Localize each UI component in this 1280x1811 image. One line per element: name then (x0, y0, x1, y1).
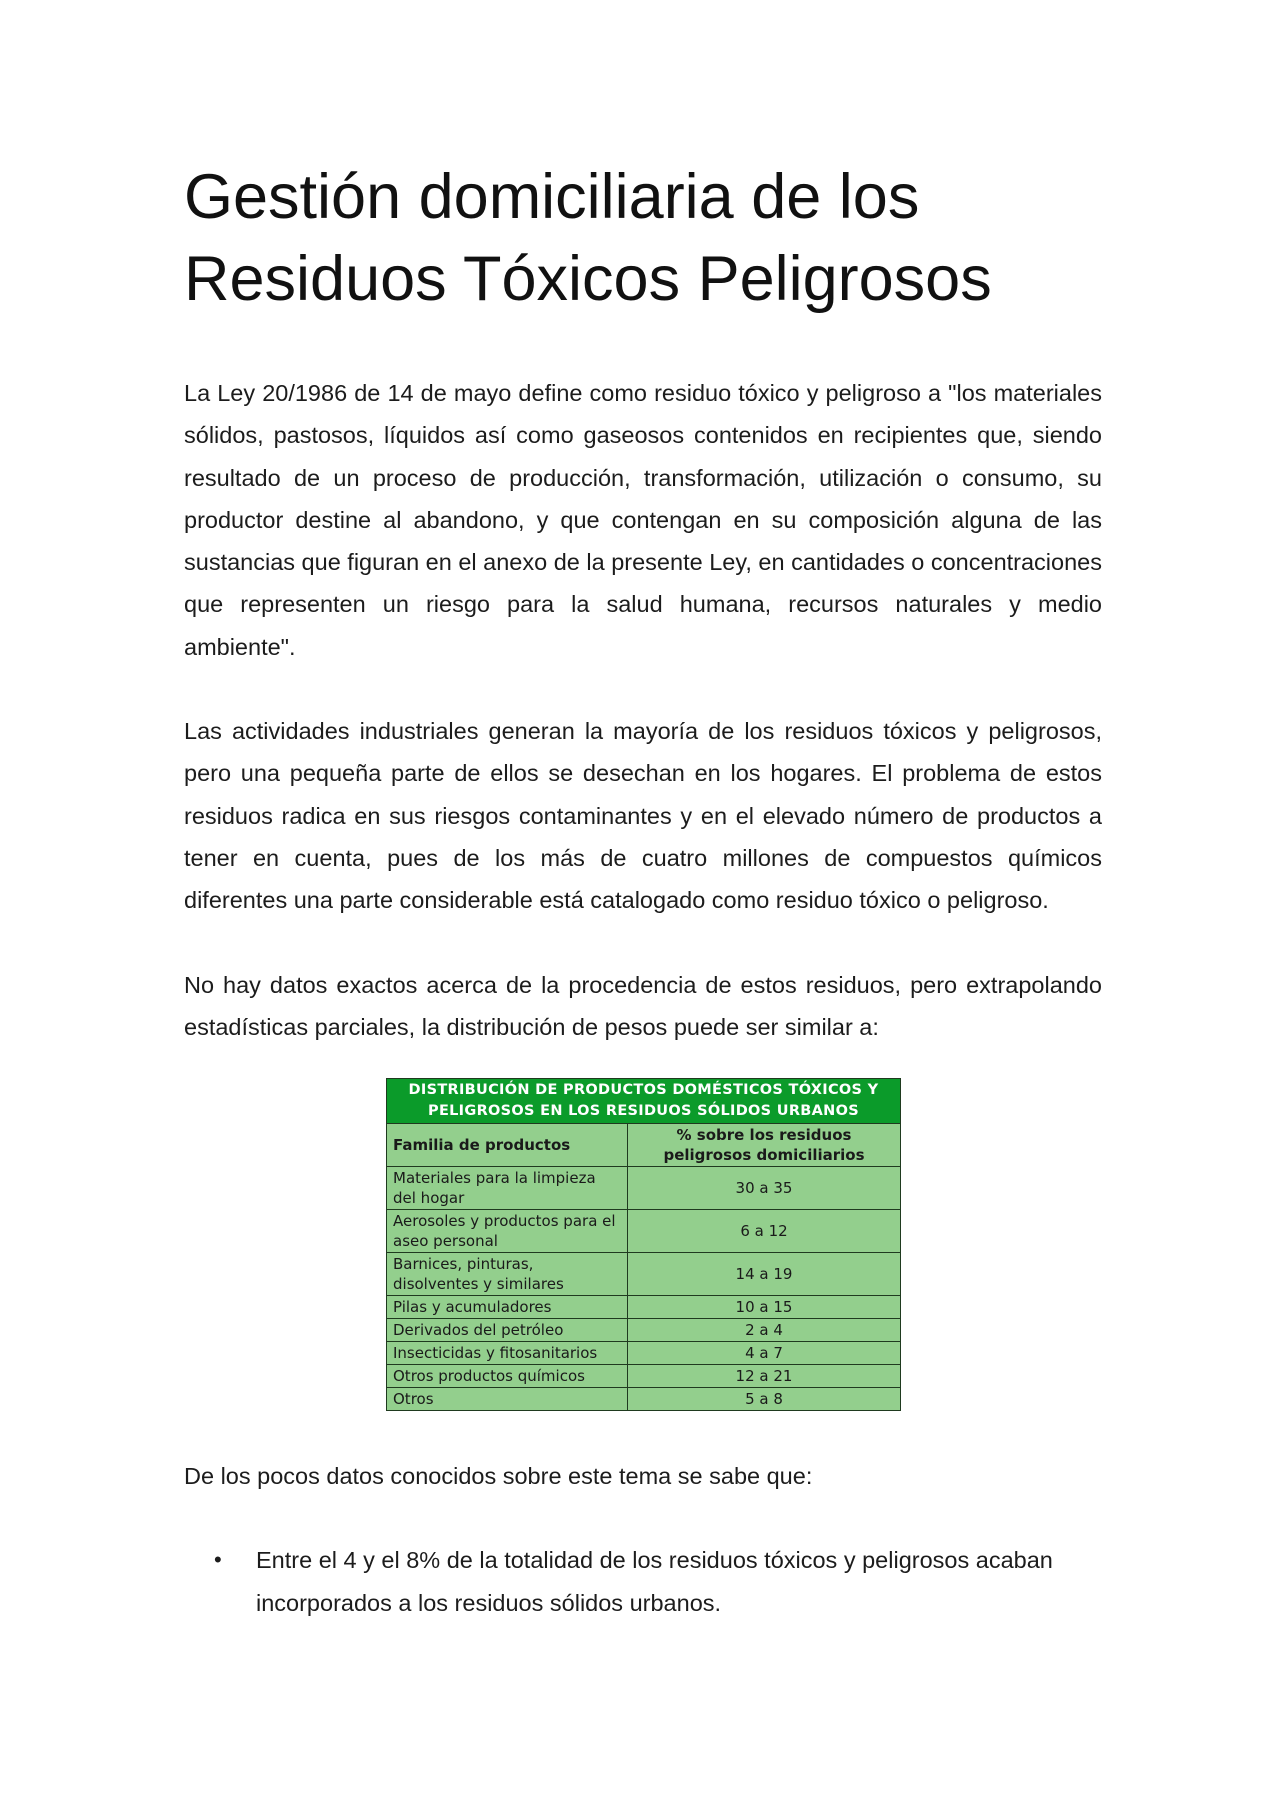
paragraph-known-data: De los pocos datos conocidos sobre este tema se sabe que: (184, 1463, 813, 1490)
row-family: Derivados del petróleo (387, 1319, 628, 1342)
row-family: Otros productos químicos (387, 1365, 628, 1388)
row-percent: 12 a 21 (628, 1365, 901, 1388)
row-family: Otros (387, 1388, 628, 1411)
facts-list (184, 1539, 1102, 1624)
paragraph-industrial-activities: Las actividades industriales generan la mayoría de los residuos tóxicos y peligrosos, pero una pequeña parte de ellos se desechan en los hogares. El problema de estos residuos radica en sus riesgos contaminantes y en el elevado número de productos a tener en cuenta, pues de los más de cuatro millones de compuestos químicos diferentes una parte considerable está catalogado como residuo tóxico o peligroso. (184, 718, 1102, 914)
table-title-row (387, 1079, 901, 1124)
table-header-row (387, 1124, 901, 1167)
list-item-text: Entre el 4 y el 8% de la totalidad de los residuos tóxicos y peligrosos acaban incorporados a los residuos sólidos urbanos. (256, 1547, 1053, 1616)
row-family: Insecticidas y fitosanitarios (387, 1342, 628, 1365)
table-row (387, 1167, 901, 1210)
table-row (387, 1342, 901, 1365)
paragraph-no-exact-data: No hay datos exactos acerca de la procedencia de estos residuos, pero extrapolando estadísticas parciales, la distribución de pesos puede ser similar a: (184, 971, 1102, 1040)
row-percent: 5 a 8 (628, 1388, 901, 1411)
row-percent: 4 a 7 (628, 1342, 901, 1365)
row-family: Barnices, pinturas, disolventes y similares (387, 1253, 628, 1296)
column-header-percent: % sobre los residuos peligrosos domiciliarios (628, 1124, 901, 1167)
list-item (184, 1539, 1102, 1624)
row-family: Pilas y acumuladores (387, 1296, 628, 1319)
page-title (184, 156, 1102, 320)
row-percent: 10 a 15 (628, 1296, 901, 1319)
column-header-family: Familia de productos (387, 1124, 628, 1167)
table-row (387, 1319, 901, 1342)
paragraph-law-definition: La Ley 20/1986 de 14 de mayo define como residuo tóxico y peligroso a "los materiales sólidos, pastosos, líquidos así como gaseosos contenidos en recipientes que, siendo resultado de un proceso de producción, transformación, utilización o consumo, su productor destine al abandono, y que contengan en su composición alguna de las sustancias que figuran en el anexo de la presente Ley, en cantidades o concentraciones que representen un riesgo para la salud humana, recursos naturales y medio ambiente". (184, 380, 1102, 660)
table-row (387, 1296, 901, 1319)
distribution-table (386, 1078, 901, 1411)
table-row (387, 1253, 901, 1296)
bullet-icon: • (214, 1547, 222, 1573)
title-line-2: Residuos Tóxicos Peligrosos (184, 244, 992, 314)
row-family: Aerosoles y productos para el aseo personal (387, 1210, 628, 1253)
row-percent: 30 a 35 (628, 1167, 901, 1210)
row-percent: 2 a 4 (628, 1319, 901, 1342)
row-percent: 14 a 19 (628, 1253, 901, 1296)
document-page (184, 156, 1102, 1624)
distribution-table-container (386, 1078, 901, 1411)
table-row (387, 1210, 901, 1253)
table-title: DISTRIBUCIÓN DE PRODUCTOS DOMÉSTICOS TÓXICOS Y PELIGROSOS EN LOS RESIDUOS SÓLIDOS URBANOS (387, 1079, 901, 1124)
title-line-1: Gestión domiciliaria de los (184, 162, 920, 232)
table-row (387, 1365, 901, 1388)
row-family: Materiales para la limpieza del hogar (387, 1167, 628, 1210)
row-percent: 6 a 12 (628, 1210, 901, 1253)
table-row (387, 1388, 901, 1411)
